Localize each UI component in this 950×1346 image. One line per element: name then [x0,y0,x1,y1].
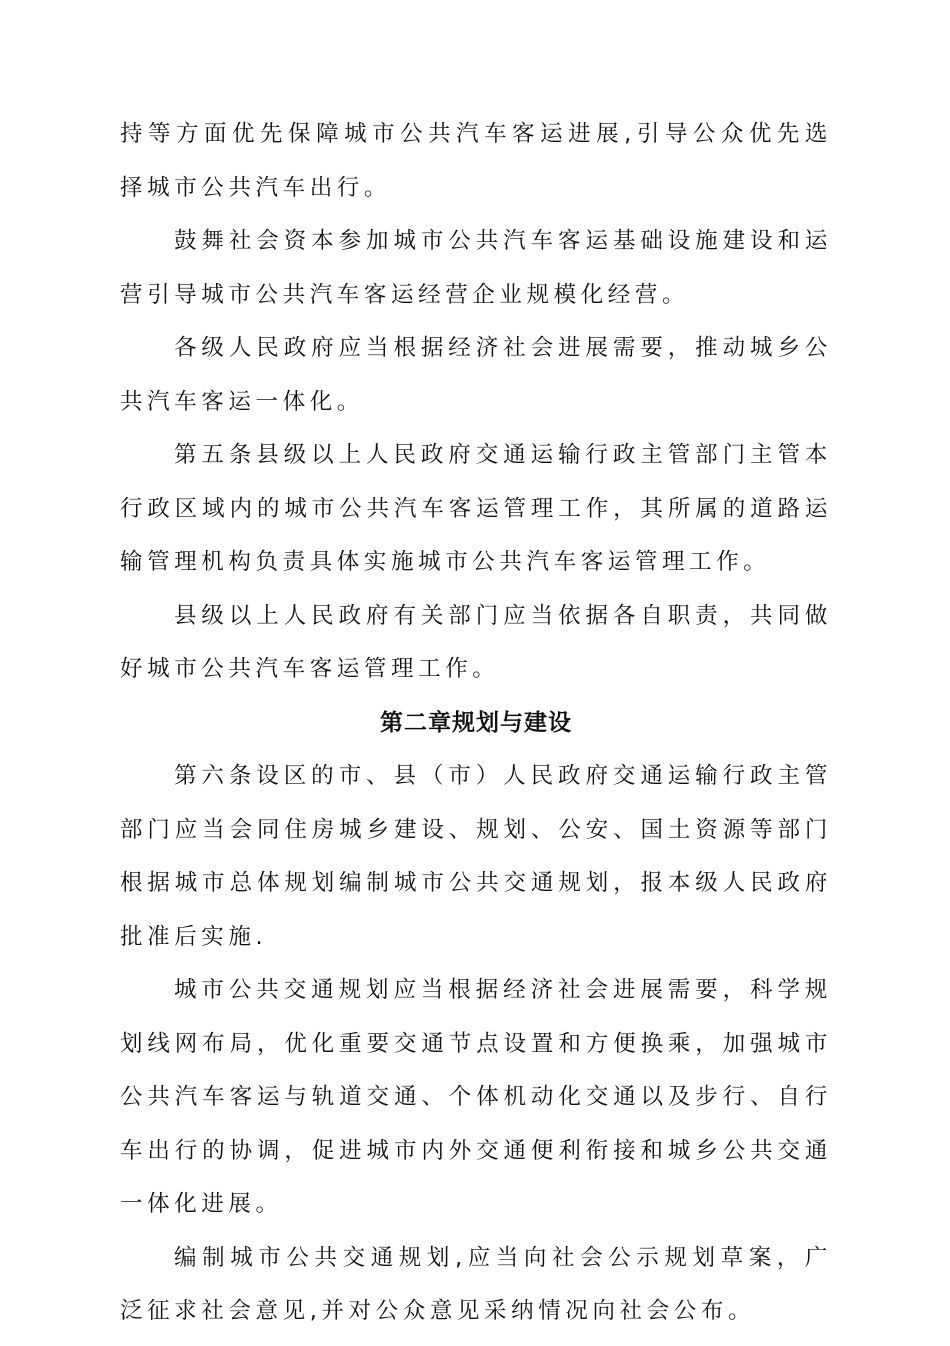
paragraph-urban-rural-integration: 各级人民政府应当根据经济社会进展需要，推动城乡公共汽车客运一体化。 [120,335,832,415]
paragraph-continuation: 持等方面优先保障城市公共汽车客运进展,引导公众优先选择城市公共汽车出行。 [120,121,832,201]
paragraph-departments-duties: 县级以上人民政府有关部门应当依据各自职责，共同做好城市公共汽车客运管理工作。 [120,602,832,682]
paragraph-public-consultation: 编制城市公共交通规划,应当向社会公示规划草案，广泛征求社会意见,并对公众意见采纳情况向社会公布。 [120,1244,832,1324]
paragraph-social-capital: 鼓舞社会资本参加城市公共汽车客运基础设施建设和运营引导城市公共汽车客运经营企业规模化经营。 [120,228,832,308]
paragraph-transit-planning: 城市公共交通规划应当根据经济社会进展需要，科学规划线网布局，优化重要交通节点设置和方便换乘，加强城市公共汽车客运与轨道交通、个体机动化交通以及步行、自行车出行的协调，促进城市内外交通便利衔接和城乡公共交通一体化进展。 [120,977,832,1217]
document-page [120,108,832,1339]
paragraph-article-5: 第五条县级以上人民政府交通运输行政主管部门主管本行政区域内的城市公共汽车客运管理工作，其所属的道路运输管理机构负责具体实施城市公共汽车客运管理工作。 [120,442,832,575]
chapter-heading: 第二章规划与建设 [380,709,572,736]
paragraph-article-6: 第六条设区的市、县（市）人民政府交通运输行政主管部门应当会同住房城乡建设、规划、公安、国土资源等部门根据城市总体规划编制城市公共交通规划，报本级人民政府批准后实施. [120,763,832,950]
